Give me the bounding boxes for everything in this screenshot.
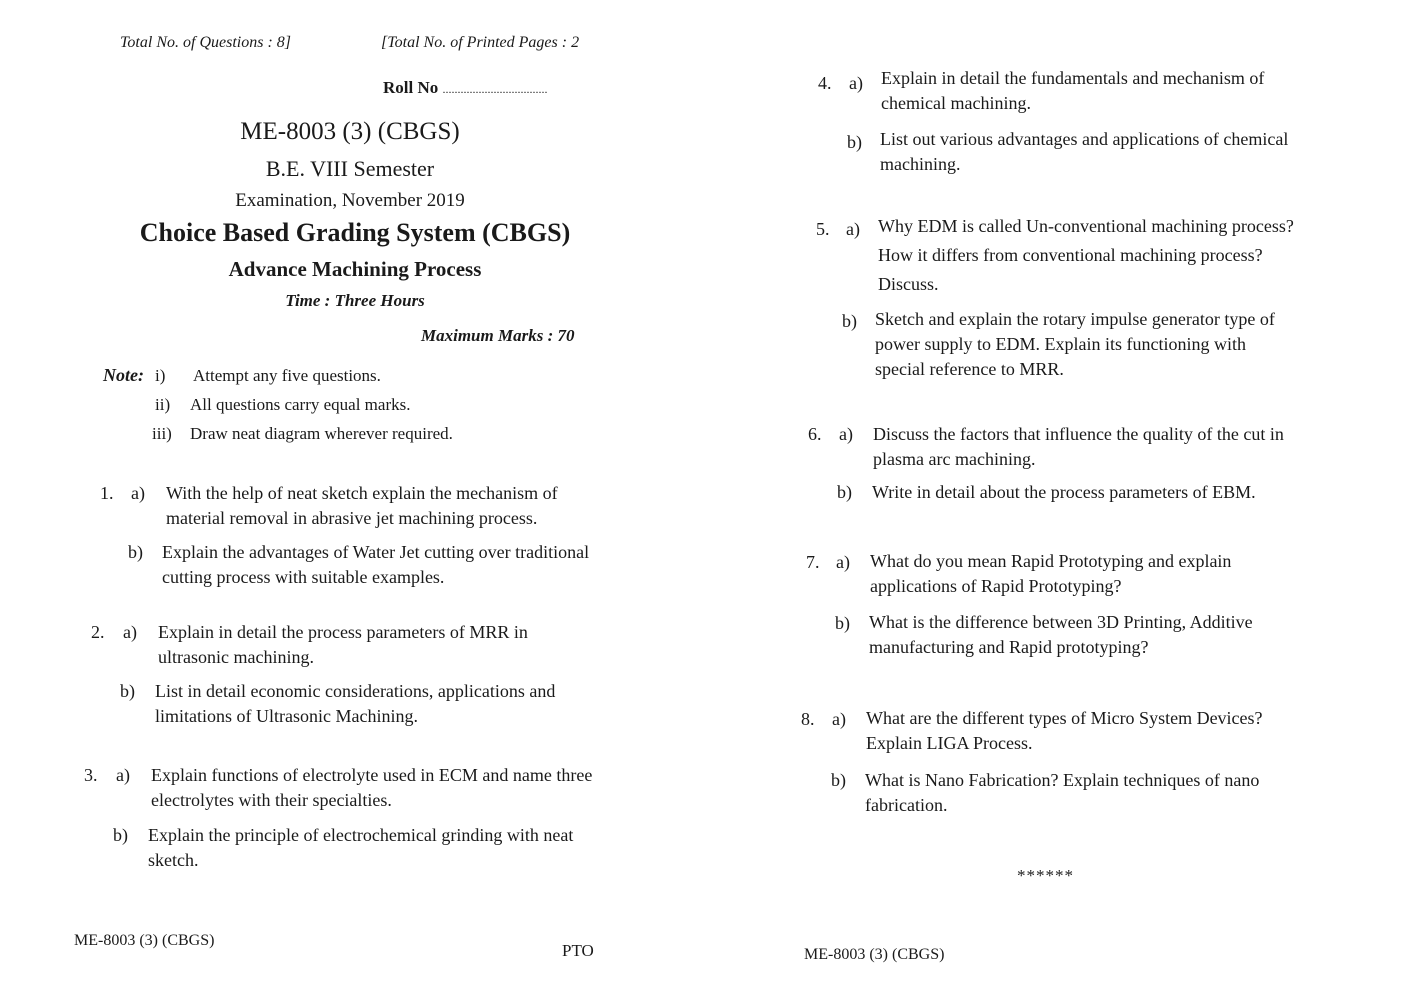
question-number: 7. xyxy=(806,552,820,572)
question-part-label: a) xyxy=(836,552,850,572)
footer-paper-code: ME-8003 (3) (CBGS) xyxy=(74,932,215,949)
note-label: Note: xyxy=(103,365,144,385)
question-text: Explain the principle of electrochemical grinding with neat sketch. xyxy=(148,825,574,870)
question-text: With the help of neat sketch explain the mechanism of material removal in abrasive jet machining process. xyxy=(166,483,558,528)
right-page xyxy=(700,0,1404,992)
question-text: What are the different types of Micro System Devices? Explain LIGA Process. xyxy=(866,708,1263,753)
subject-title: Advance Machining Process xyxy=(228,257,482,281)
question-part-label: a) xyxy=(832,709,846,729)
question-part-label: a) xyxy=(849,73,863,93)
exam-title: Examination, November 2019 xyxy=(235,190,465,211)
question-text: Write in detail about the process parameters of EBM. xyxy=(872,482,1256,502)
note-num-3: iii) xyxy=(152,424,172,443)
question-part-label: b) xyxy=(113,825,128,845)
question-part-label: b) xyxy=(120,681,135,701)
total-pages: [Total No. of Printed Pages : 2 xyxy=(381,34,580,51)
question-number: 3. xyxy=(84,765,98,785)
note-text-1: Attempt any five questions. xyxy=(193,366,381,385)
question-number: 8. xyxy=(801,709,815,729)
question-text: List in detail economic considerations, applications and limitations of Ultrasonic Machining. xyxy=(155,681,556,726)
note-num-2: ii) xyxy=(155,395,171,414)
question-part-label: b) xyxy=(835,613,850,633)
question-part-label: b) xyxy=(842,311,857,331)
max-marks: Maximum Marks : 70 xyxy=(421,326,575,345)
question-text: Explain the advantages of Water Jet cutting over traditional cutting process with suitable examples. xyxy=(162,542,590,587)
question-text: Explain in detail the fundamentals and mechanism of chemical machining. xyxy=(881,68,1265,113)
question-text: What is Nano Fabrication? Explain techniques of nano fabrication. xyxy=(865,770,1260,815)
question-text: Discuss the factors that influence the quality of the cut in plasma arc machining. xyxy=(873,424,1284,469)
roll-no-label: Roll No xyxy=(383,78,439,97)
question-part-label: a) xyxy=(839,424,853,444)
question-part-label: b) xyxy=(831,770,846,790)
question-part-label: b) xyxy=(128,542,143,562)
question-text: Explain in detail the process parameters of MRR in ultrasonic machining. xyxy=(158,622,528,667)
paper-code: ME-8003 (3) (CBGS) xyxy=(240,118,460,145)
question-text: Explain functions of electrolyte used in ECM and name three electrolytes with their specialties. xyxy=(151,765,593,810)
time-label: Time : Three Hours xyxy=(285,291,425,310)
question-text: What is the difference between 3D Printing, Additive manufacturing and Rapid prototyping? xyxy=(869,612,1253,657)
roll-no-dots: ................................... xyxy=(442,82,548,96)
question-number: 4. xyxy=(818,73,832,93)
question-text: List out various advantages and applications of chemical machining. xyxy=(880,129,1289,174)
question-text: What do you mean Rapid Prototyping and explain applications of Rapid Prototyping? xyxy=(870,551,1232,596)
question-part-label: b) xyxy=(847,132,862,152)
question-text: Why EDM is called Un-conventional machining process? How it differs from conventional machining process? Discuss. xyxy=(878,216,1294,294)
left-page xyxy=(0,0,700,992)
question-part-label: a) xyxy=(123,622,137,642)
question-text: Sketch and explain the rotary impulse generator type of power supply to EDM. Explain its functioning with special reference to MRR. xyxy=(875,309,1275,379)
total-questions: Total No. of Questions : 8] xyxy=(120,34,291,51)
semester: B.E. VIII Semester xyxy=(265,156,435,181)
question-part-label: b) xyxy=(837,482,852,502)
question-number: 1. xyxy=(100,483,114,503)
question-number: 6. xyxy=(808,424,822,444)
note-text-3: Draw neat diagram wherever required. xyxy=(190,424,453,443)
roll-no xyxy=(383,78,548,98)
note-num-1: i) xyxy=(155,366,166,385)
note-text-2: All questions carry equal marks. xyxy=(190,395,411,414)
footer-pto: PTO xyxy=(562,941,594,960)
question-part-label: a) xyxy=(116,765,130,785)
question-part-label: a) xyxy=(131,483,145,503)
end-of-paper-mark: ****** xyxy=(1017,866,1074,885)
question-number: 5. xyxy=(816,219,830,239)
question-part-label: a) xyxy=(846,219,860,239)
grading-system-title: Choice Based Grading System (CBGS) xyxy=(139,218,571,247)
footer-paper-code: ME-8003 (3) (CBGS) xyxy=(804,946,945,963)
question-number: 2. xyxy=(91,622,105,642)
